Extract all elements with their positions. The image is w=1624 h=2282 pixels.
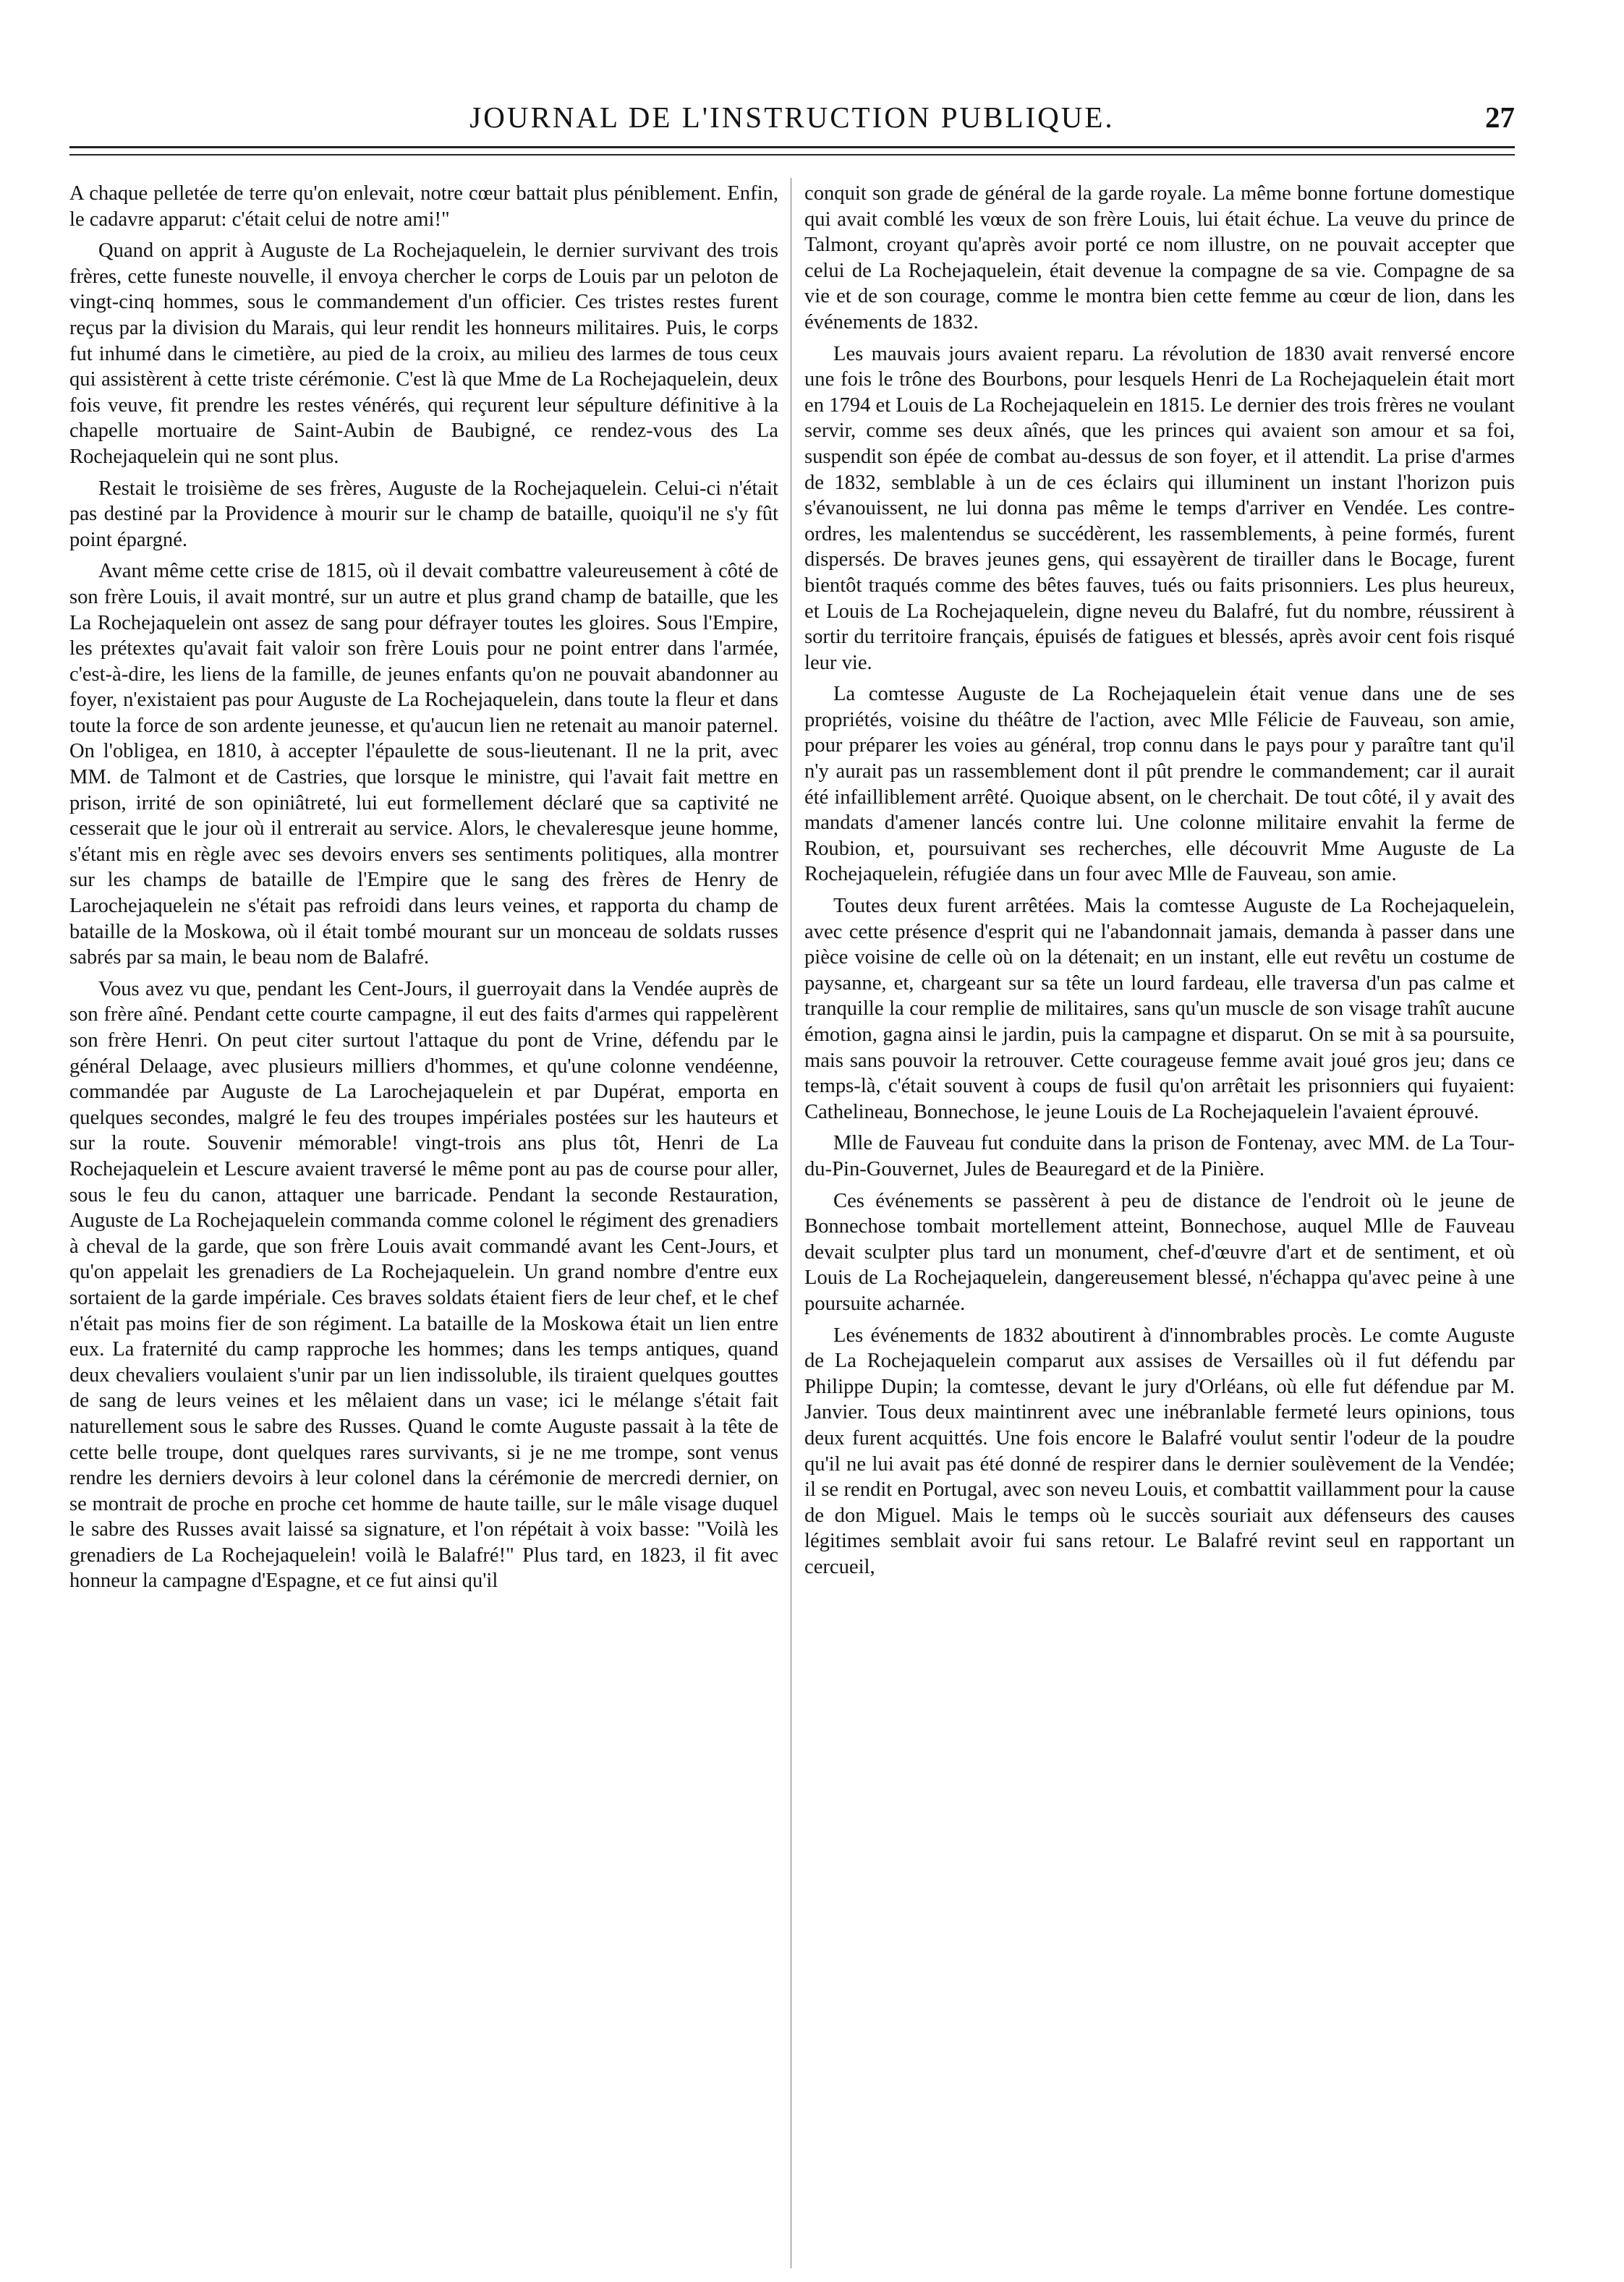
page-header [69,94,1515,137]
paragraph: Quand on apprit à Auguste de La Rochejaquelein, le dernier survivant des trois frères, cette funeste nouvelle, il envoya chercher le corps de Louis par un peloton de vingt-cinq hommes, sous le commandement d'un officier. Ces tristes restes furent reçus par la division du Marais, qui leur rendit les honneurs militaires. Puis, le corps fut inhumé dans le cimetière, au pied de la croix, au milieu des larmes de tous ceux qui assistèrent à cette triste cérémonie. C'est là que Mme de La Rochejaquelein, deux fois veuve, fit prendre les restes vénérés, qui reçurent leur sépulture définitive à la chapelle mortuaire de Saint-Aubin de Baubigné, ce rendez-vous des La Rochejaquelein qui ne sont plus. [69,239,778,468]
paragraph: Vous avez vu que, pendant les Cent-Jours, il guerroyait dans la Vendée auprès de son frère aîné. Pendant cette courte campagne, il eut des faits d'armes qui rappelèrent son frère Henri. On peut citer surtout l'attaque du pont de Vrine, défendu par le général Delaage, avec plusieurs milliers d'hommes, et qu'une colonne vendéenne, commandée par Auguste de La Larochejaquelein et par Dupérat, emporta en quelques secondes, malgré le feu des troupes impériales postées sur les hauteurs et sur la route. Souvenir mémorable! vingt-trois ans plus tôt, Henri de La Rochejaquelein et Lescure avaient traversé le même pont au pas de course pour aller, sous le feu du canon, attaquer une barricade. Pendant la seconde Restauration, Auguste de La Rochejaquelein commanda comme colonel le régiment des grenadiers à cheval de la garde, que son frère Louis avait commandé avant les Cent-Jours, et qu'on appelait les grenadiers de La Rochejaquelein. Un grand nombre d'entre eux sortaient de la garde impériale. Ces braves soldats étaient fiers de leur chef, et le chef n'était pas moins fier de son régiment. La bataille de la Moskowa était un lien entre eux. La fraternité du camp rapproche les hommes; dans les temps antiques, quand deux chevaliers voulaient s'unir par un lien indissoluble, ils tiraient quelques gouttes de sang de leurs veines et les mêlaient dans un vase; ici le mélange s'était fait naturellement sous le sabre des Russes. Quand le comte Auguste passait à la tête de cette belle troupe, dont quelques rares survivants, si je ne me trompe, sont venus rendre les derniers devoirs à leur colonel dans la cérémonie de mercredi dernier, on se montrait de proche en proche cet homme de haute taille, sur le mâle visage duquel le sabre des Russes avait laissé sa signature, et l'on répétait à voix basse: "Voilà les grenadiers de La Rochejaquelein! voilà le Balafré!" Plus tard, en 1823, il fit avec honneur la campagne d'Espagne, et ce fut ainsi qu'il [69,977,778,1593]
paragraph: Ces événements se passèrent à peu de distance de l'endroit où le jeune de Bonnechose tombait mortellement atteint, Bonnechose, auquel Mlle de Fauveau devait sculpter plus tard un monument, chef-d'œuvre d'art et de sentiment, et où Louis de La Rochejaquelein, dangereusement blessé, n'échappa qu'avec peine à une poursuite acharnée. [804,1189,1515,1315]
paragraph: Avant même cette crise de 1815, où il devait combattre valeureusement à côté de son frère Louis, il avait montré, sur un autre et plus grand champ de bataille, que les La Rochejaquelein ont assez de sang pour défrayer toutes les gloires. Sous l'Empire, les prétextes qu'avait fait valoir son frère Louis pour ne point entrer dans l'armée, c'est-à-dire, les liens de la famille, de jeunes enfants qu'on ne pouvait abandonner au foyer, n'existaient pas pour Auguste de La Rochejaquelein, dans toute la fleur et dans toute la force de son ardente jeunesse, et qu'aucun lien ne retenait au manoir paternel. On l'obligea, en 1810, à accepter l'épaulette de sous-lieutenant. Il ne la prit, avec MM. de Talmont et de Castries, que lorsque le ministre, qui l'avait fait mettre en prison, irrité de son opiniâtreté, lui eut formellement déclaré que sa captivité ne cesserait que le jour où il entrerait au service. Alors, le chevaleresque jeune homme, s'étant mis en règle avec ses devoirs envers ses sentiments politiques, alla montrer sur les champs de bataille de l'Empire que le sang des frères de Henry de Larochejaquelein ne s'était pas refroidi dans leurs veines, et rapporta du champ de bataille de la Moskowa, où il était tombé mourant sur un monceau de soldats russes sabrés par sa main, le beau nom de Balafré. [69,560,778,969]
left-column [69,181,778,2264]
paragraph: Les événements de 1832 aboutirent à d'innombrables procès. Le comte Auguste de La Rochejaquelein comparut aux assises de Versailles où il fut défendu par Philippe Dupin; la comtesse, devant le jury d'Orléans, où elle fut défendue par M. Janvier. Tous deux maintinrent avec une inébranlable fermeté leurs opinions, tous deux furent acquittés. Une fois encore le Balafré voulut sentir l'odeur de la poudre qu'il ne lui avait pas été donné de respirer dans le dernier soulèvement de la Vendée; il se rendit en Portugal, avec son neveu Louis, et combattit vaillamment pour la cause de don Miguel. Mais le temps où le succès souriait aux défenseurs des causes légitimes semblait avoir fui sans retour. Le Balafré revint seul en rapportant un cercueil, [804,1324,1515,1578]
header-rule-top [69,146,1515,148]
journal-title: JOURNAL DE L'INSTRUCTION PUBLIQUE. [469,101,1115,134]
paragraph: Mlle de Fauveau fut conduite dans la prison de Fontenay, avec MM. de La Tour-du-Pin-Gouvernet, Jules de Beauregard et de la Pinière. [804,1132,1515,1180]
paragraph: Restait le troisième de ses frères, Auguste de la Rochejaquelein. Celui-ci n'était pas destiné par la Providence à mourir sur le champ de bataille, quoiqu'il ne s'y fût point épargné. [69,477,778,551]
header-rule-bottom [69,154,1515,156]
paragraph: Toutes deux furent arrêtées. Mais la comtesse Auguste de La Rochejaquelein, avec cette présence d'esprit qui ne l'abandonnait jamais, demanda à passer dans une pièce voisine de celle où on la détenait; en un instant, elle eut revêtu un costume de paysanne, et, chargeant sur sa tête un lourd fardeau, elle traversa d'un pas calme et tranquille la cour remplie de militaires, sans qu'un muscle de son visage trahît aucune émotion, gagna ainsi le jardin, puis la campagne et disparut. On se mit à sa poursuite, mais sans pouvoir la retrouver. Cette courageuse femme avait joué gros jeu; dans ce temps-là, c'était souvent à coups de fusil qu'on arrêtait les prisonniers qui fuyaient: Cathelineau, Bonnechose, le jeune Louis de La Rochejaquelein l'avaient éprouvé. [804,895,1515,1123]
right-column [804,181,1515,2264]
paragraph: A chaque pelletée de terre qu'on enlevait, notre cœur battait plus péniblement. Enfin, le cadavre apparut: c'était celui de notre ami!" [69,182,778,231]
paragraph: conquit son grade de général de la garde royale. La même bonne fortune domestique qui avait comblé les vœux de son frère Louis, lui était échue. La veuve du prince de Talmont, croyant qu'après avoir porté ce nom illustre, on ne pouvait accepter que celui de La Rochejaquelein, était devenue la compagne de sa vie. Compagne de sa vie et de son courage, comme le montra bien cette femme au cœur de lion, dans les événements de 1832. [804,182,1515,333]
paragraph: La comtesse Auguste de La Rochejaquelein était venue dans une de ses propriétés, voisine du théâtre de l'action, avec Mlle Félicie de Fauveau, son amie, pour préparer les voies au général, trop connu dans le pays pour y paraître tant qu'il n'y aurait pas un rassemblement dont il pût prendre le commandement; car il aurait été infailliblement arrêté. Quoique absent, on le cherchait. De tout côté, il y avait des mandats d'amener lancés contre lui. Une colonne militaire envahit la ferme de Roubion, et, poursuivant ses recherches, elle découvrit Mme Auguste de La Rochejaquelein, réfugiée dans un four avec Mlle de Fauveau, son amie. [804,683,1515,886]
paragraph: Les mauvais jours avaient reparu. La révolution de 1830 avait renversé encore une fois le trône des Bourbons, pour lesquels Henri de La Rochejaquelein était mort en 1794 et Louis de La Rochejaquelein en 1815. Le dernier des trois frères ne voulant servir, comme ses deux aînés, que les princes qui avaient son amour et sa foi, suspendit son épée de combat au-dessus de son foyer, et il attendit. La prise d'armes de 1832, semblable à un de ces éclairs qui illuminent un instant l'horizon puis s'évanouissent, ne lui donna pas même le temps d'arriver en Vendée. Les contre-ordres, les malentendus se succédèrent, les rassemblements, à peine formés, furent dispersés. De braves jeunes gens, qui essayèrent de tirailler dans le Bocage, furent bientôt traqués comme des bêtes fauves, tués ou faits prisonniers. Les plus heureux, et Louis de La Rochejaquelein, digne neveu du Balafré, fut du nombre, réussirent à sortir du territoire français, épuisés de fatigues et blessés, après avoir cent fois risqué leur vie. [804,342,1515,674]
page-number: 27 [1485,101,1515,134]
